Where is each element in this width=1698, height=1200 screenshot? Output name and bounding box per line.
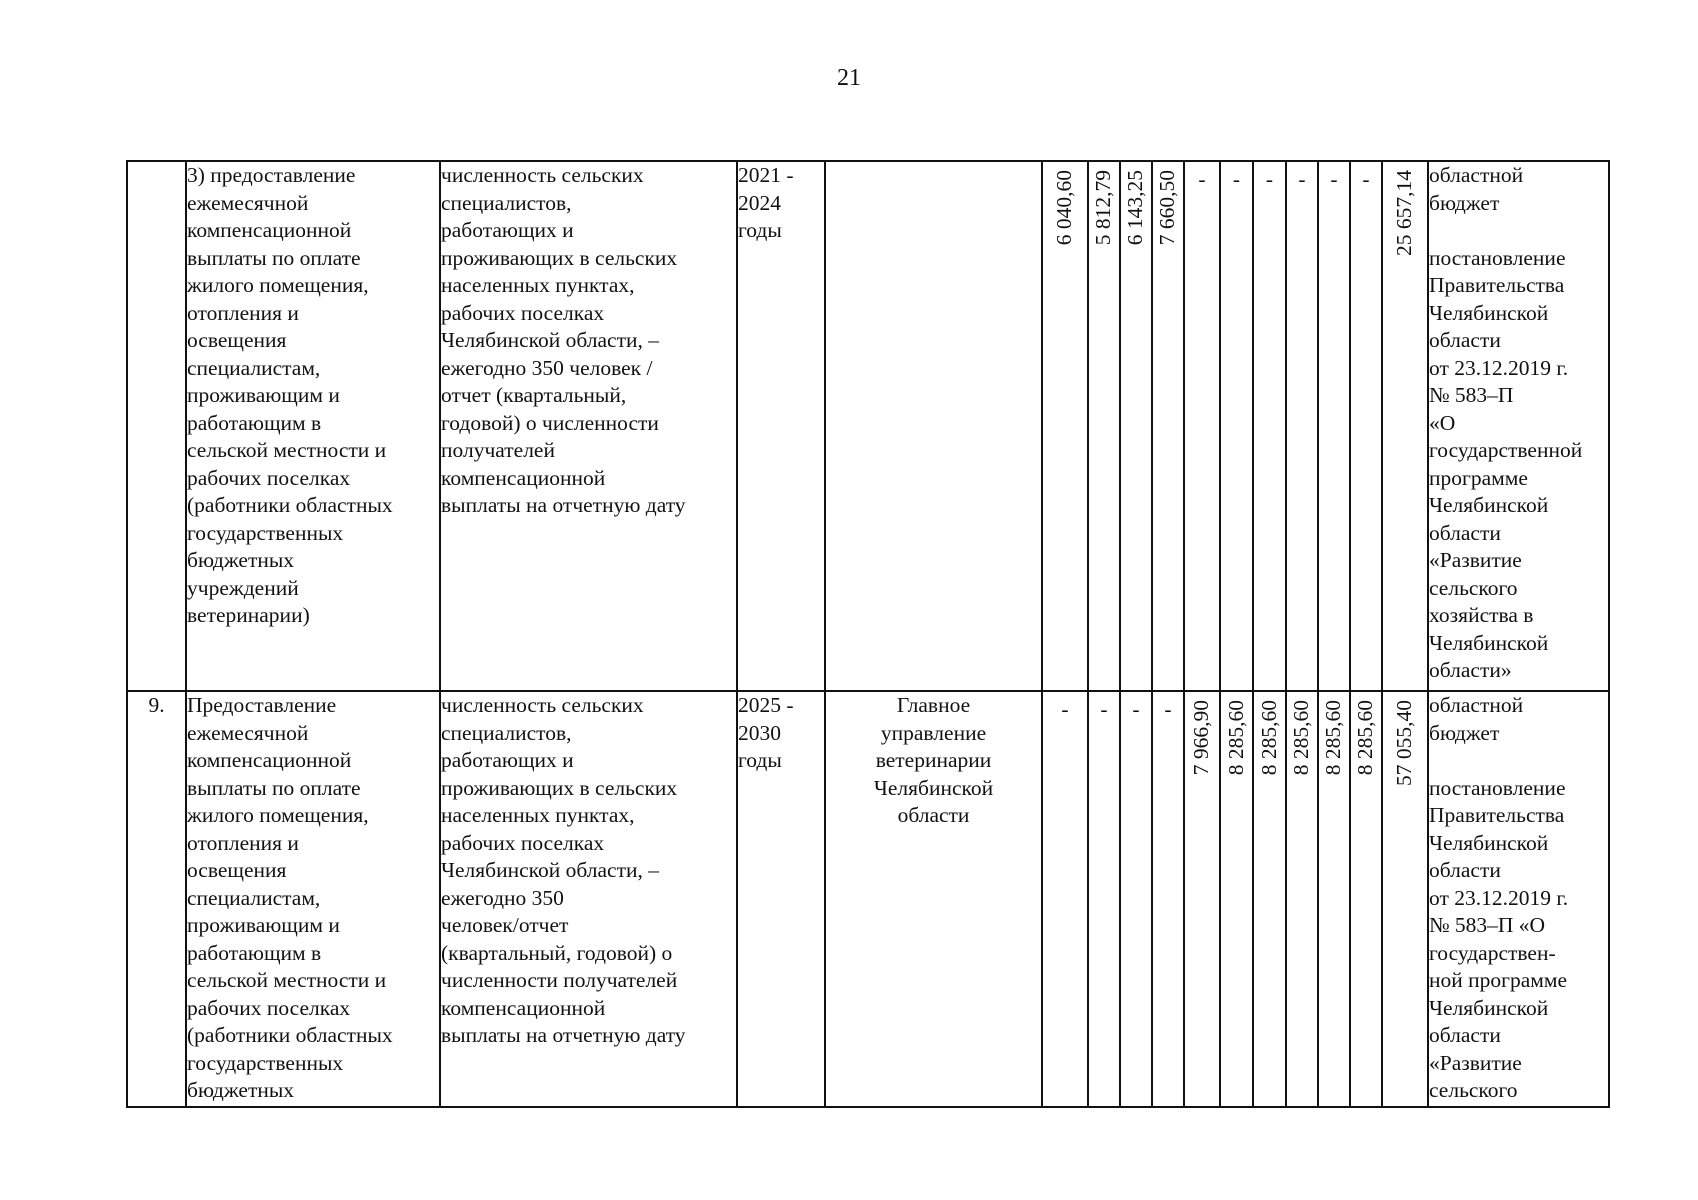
year-value-cell [1253, 691, 1286, 1107]
year-value-cell [1184, 691, 1220, 1107]
table-row [127, 691, 1609, 1107]
period [737, 691, 825, 1107]
executor [825, 691, 1042, 1107]
year-value-cell [1318, 691, 1350, 1107]
funding-source [1428, 691, 1609, 1107]
year-value: 7 966,90 [1189, 700, 1214, 776]
year-value: 8 285,60 [1321, 700, 1346, 776]
year-value: 5 812,79 [1091, 170, 1116, 246]
year-value-cell [1253, 161, 1286, 691]
year-value-dash: - [1198, 167, 1206, 191]
measure-name [186, 691, 440, 1107]
total-value: 57 055,40 [1392, 700, 1417, 786]
year-value: 8 285,60 [1353, 700, 1378, 776]
year-value-cell [1152, 161, 1184, 691]
year-value: 8 285,60 [1289, 700, 1314, 776]
indicator-text: численность сельских специалистов, работающих и проживающих в сельских населенных пунктах, рабочих поселках Челябинской области, – ежегодно 350 человек / отчет (квартальный, годовой) о численности получателей компенсационной выплаты на отчетную дату [441, 163, 686, 517]
period [737, 161, 825, 691]
year-value-cell [1120, 691, 1152, 1107]
total-cell [1382, 161, 1428, 691]
row-number-text: 9. [148, 693, 165, 717]
year-value-dash: - [1132, 697, 1140, 721]
year-value-dash: - [1061, 697, 1069, 721]
period-text: 2021 - 2024 годы [738, 163, 794, 242]
total-value: 25 657,14 [1392, 170, 1417, 256]
executor-text: Главное управление ветеринарии Челябинской области [873, 693, 994, 827]
year-value-cell [1042, 161, 1088, 691]
year-value-dash: - [1330, 167, 1338, 191]
measure-name-text: 3) предоставление ежемесячной компенсационной выплаты по оплате жилого помещения, отопления и освещения специалистам, проживающим и работающим в сельской местности и рабочих поселках (работники областных государственных бюджетных учреждений ветеринарии) [187, 163, 393, 627]
year-value-cell [1318, 161, 1350, 691]
executor [825, 161, 1042, 691]
year-value-cell [1350, 691, 1382, 1107]
year-value-dash: - [1298, 167, 1306, 191]
year-value-cell [1152, 691, 1184, 1107]
year-value-cell [1220, 161, 1253, 691]
row-number [127, 161, 186, 691]
year-value-dash: - [1232, 167, 1241, 191]
period-text: 2025 - 2030 годы [738, 693, 794, 772]
year-value: 7 660,50 [1155, 170, 1180, 246]
year-value: 8 285,60 [1256, 700, 1281, 776]
year-value-cell [1042, 691, 1088, 1107]
total-cell [1382, 691, 1428, 1107]
year-value-dash: - [1100, 697, 1108, 721]
year-value-dash: - [1164, 697, 1172, 721]
row-number [127, 691, 186, 1107]
year-value-cell [1088, 161, 1120, 691]
year-value-cell [1350, 161, 1382, 691]
funding-source-text: областной бюджет постановление Правительства Челябинской области от 23.12.2019 г. № 583–П «О государствен- ной программе Челябинской области «Развитие сельского [1429, 693, 1569, 1102]
year-value-dash: - [1362, 167, 1370, 191]
year-value-cell [1286, 161, 1318, 691]
year-value-cell [1120, 161, 1152, 691]
year-value-cell [1220, 691, 1253, 1107]
indicator [440, 161, 737, 691]
year-value: 6 040,60 [1052, 170, 1077, 246]
measure-name [186, 161, 440, 691]
table-row [127, 161, 1609, 691]
year-value: 6 143,25 [1123, 170, 1148, 246]
year-value-cell [1184, 161, 1220, 691]
year-value-cell [1088, 691, 1120, 1107]
year-value: 8 285,60 [1223, 700, 1248, 776]
year-value-dash: - [1265, 167, 1274, 191]
funding-source-text: областной бюджет постановление Правительства Челябинской области от 23.12.2019 г. № 583–П «О государственной программе Челябинской области «Развитие сельского хозяйства в Челябинской области» [1429, 163, 1583, 682]
program-table [126, 160, 1610, 1108]
year-value-cell [1286, 691, 1318, 1107]
funding-source [1428, 161, 1609, 691]
measure-name-text: Предоставление ежемесячной компенсационной выплаты по оплате жилого помещения, отопления и освещения специалистам, проживающим и работающим в сельской местности и рабочих поселках (работники областных государственных бюджетных [187, 693, 393, 1102]
page-number: 21 [837, 65, 861, 91]
indicator-text: численность сельских специалистов, работающих и проживающих в сельских населенных пунктах, рабочих поселках Челябинской области, – ежегодно 350 человек/отчет (квартальный, годовой) о численности получателей компенсационной выплаты на отчетную дату [441, 693, 686, 1047]
indicator [440, 691, 737, 1107]
